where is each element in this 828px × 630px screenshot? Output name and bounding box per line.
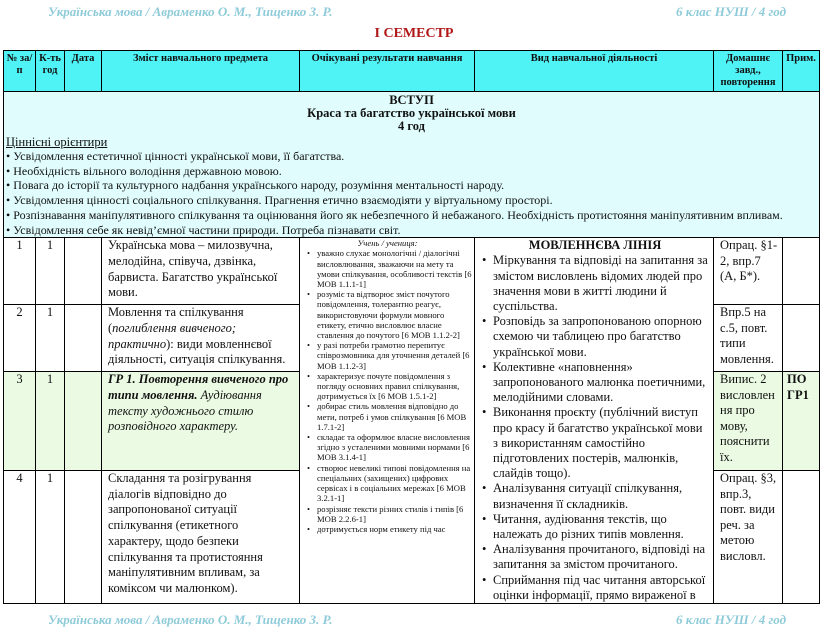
row-homework: Випис. 2 висловлення про мову, пояснити їх.	[714, 372, 783, 471]
running-footer	[0, 608, 828, 630]
value-item: • Усвідомлення себе як невід’ємної частини природи. Потреба пізнавати світ.	[6, 222, 401, 237]
activity-list	[481, 253, 709, 603]
intro-row	[4, 92, 820, 238]
intro-cell	[4, 92, 820, 238]
header-num: № за/п	[4, 51, 36, 92]
row-num: 1	[4, 238, 36, 305]
running-header	[0, 0, 828, 20]
result-item: • розрізняє тексти різних стилів і типів [6 МОВ 2.2.6-1]	[317, 504, 472, 524]
value-item: • Необхідність вільного володіння державною мовою.	[6, 163, 282, 178]
result-item: • складає та оформлює власне висловлення згідно з усталеними мовними нормами [6 МОВ 3.1.4-1]	[317, 432, 472, 463]
content-italic-text: поглиблення вивченого; практично	[108, 320, 237, 351]
result-item: • добирає стиль мовлення відповідно до мети, потреб і умов спілкування [6 МОВ 1.7.1-2]	[317, 401, 472, 432]
row-note	[783, 305, 820, 372]
results-list	[303, 248, 472, 534]
row-date	[65, 305, 102, 372]
result-item: • дотримується норм етикету під час	[317, 524, 472, 534]
value-item: • Повага до історії та культурного надбання українського народу, розуміння ментальності народу.	[6, 178, 505, 193]
curriculum-table	[3, 50, 820, 604]
intro-subtitle: Краса та багатство української мови	[307, 106, 516, 120]
header-homework: Домашнє завд., повторення	[714, 51, 783, 92]
table-header-row	[4, 51, 820, 92]
intro-title: ВСТУП	[389, 93, 434, 107]
activity-item: • Розповідь за запропонованою опорною схемою чи таблицею про багатство української мови.	[493, 314, 709, 360]
activity-item: • Аналізування ситуації спілкування, визначення її складників.	[493, 481, 709, 511]
row-content: Українська мова – милозвучна, мелодійна, співуча, дзвінка, барвиста. Багатство української мови.	[102, 238, 300, 305]
row-note	[783, 471, 820, 604]
activity-item: • Читання, аудіювання текстів, що належать до різних типів мовлення.	[493, 512, 709, 542]
row-homework: Опрац. §1-2, впр.7 (А, Б*).	[714, 238, 783, 305]
intro-hours: 4 год	[398, 119, 425, 133]
row-num: 4	[4, 471, 36, 604]
row-content	[102, 305, 300, 372]
activity-item: • Колективне «наповнення» запропонованого малюнка поетичними, мелодійними словами.	[493, 360, 709, 406]
header-results: Очікувані результати навчання	[300, 51, 475, 92]
row-note	[783, 238, 820, 305]
running-footer-right: 6 клас НУШ / 4 год	[676, 612, 787, 628]
row-date	[65, 238, 102, 305]
activity-item: • Сприймання під час читання авторської оцінки інформації, прямо вираженої в	[493, 573, 709, 603]
activity-item: • Міркування та відповіді на запитання за змістом висловлень відомих людей про значення мови в житті людини й суспільства.	[493, 253, 709, 314]
row-hours: 1	[36, 471, 65, 604]
header-hours: К-ть год	[36, 51, 65, 92]
lesson-row-1	[4, 238, 820, 305]
row-content	[102, 372, 300, 471]
semester-title: І СЕМЕСТР	[374, 26, 454, 41]
values-title: Ціннісні орієнтири	[6, 135, 108, 149]
row-date	[65, 372, 102, 471]
row-num: 3	[4, 372, 36, 471]
activity-cell	[475, 238, 714, 604]
header-note: Прим.	[783, 51, 820, 92]
row-homework: Впр.5 на с.5, повт. типи мовлення.	[714, 305, 783, 372]
running-header-left: Українська мова / Авраменко О. М., Тищенко З. Р.	[48, 4, 333, 19]
row-homework: Опрац. §3, впр.3, повт. види реч. за метою висловл.	[714, 471, 783, 604]
value-item: • Розпізнавання маніпулятивного спілкування та оцінювання його як небезпечного й небажаного. Необхідність протистояння маніпулятивним впливам.	[6, 207, 783, 222]
expected-results-cell	[300, 238, 475, 604]
row-num: 2	[4, 305, 36, 372]
result-item: • створює невеликі типові повідомлення на спеціальних (захищених) цифрових сервісах і в соціальних мережах [6 МОВ 3.2.1-1]	[317, 463, 472, 504]
activity-line-title: МОВЛЕННЄВА ЛІНІЯ	[528, 238, 662, 253]
content-text: ): види мовленнєвої діяльності, ситуація спілкування.	[108, 336, 286, 367]
activity-item: • Виконання проєкту (публічний виступ про красу й багатство української мови з використанням самостійно підготовлених постерів, малюнків, слайдів тощо).	[493, 405, 709, 481]
header-content: Зміст навчального предмета	[102, 51, 300, 92]
row-content: Складання та розігрування діалогів відповідно до запропонованої ситуації спілкування (етикетного характеру, щодо безпеки спілкування та протистояння маніпулятивним впливам, за коміксом чи малюнком).	[102, 471, 300, 604]
result-item: • характеризує почуте повідомлення з погляду основних правил спілкування, дотримується їх [6 МОВ 1.5.1-2]	[317, 371, 472, 402]
running-header-right: 6 клас НУШ / 4 год	[676, 4, 787, 19]
row-hours: 1	[36, 305, 65, 372]
header-date: Дата	[65, 51, 102, 92]
row-hours: 1	[36, 238, 65, 305]
results-head: Учень / учениця:	[357, 238, 418, 249]
value-item: • Усвідомлення цінності соціального спілкування. Прагнення етично взаємодіяти у віртуальному просторі.	[6, 193, 553, 208]
header-activity: Вид навчальної діяльності	[475, 51, 714, 92]
running-footer-left: Українська мова / Авраменко О. М., Тищенко З. Р.	[48, 612, 333, 628]
result-item: • розуміє та відтворює зміст почутого повідомлення, толерантно реагує, використовуючи формули мовного етикету, етично висловлює власне ставлення до почутого [6 МОВ 1.1.2-2]	[317, 289, 472, 340]
result-item: • уважно слухає монологічні / діалогічні висловлювання, зважаючи на мету та умови спілкування, особливості текстів [6 МОВ 1.1.1-1]	[317, 248, 472, 289]
result-item: • у разі потреби грамотно перепитує співрозмовника для уточнення деталей [6 МОВ 1.1.2-3]	[317, 340, 472, 371]
content-bold-text: ГР 1. Повторення вивченого про типи мовлення.	[108, 372, 289, 402]
content-italic-text: Аудіювання тексту художнього стилю розповідного характеру.	[108, 387, 262, 434]
activity-item: • Аналізування прочитаного, відповіді на запитання за змістом прочитаного.	[493, 542, 709, 572]
value-item: • Усвідомлення естетичної цінності української мови, її багатства.	[6, 149, 345, 163]
row-date	[65, 471, 102, 604]
content-text: Мовлення та спілкування (	[108, 305, 244, 335]
row-hours: 1	[36, 372, 65, 471]
row-note: ПО ГР1	[783, 372, 820, 471]
